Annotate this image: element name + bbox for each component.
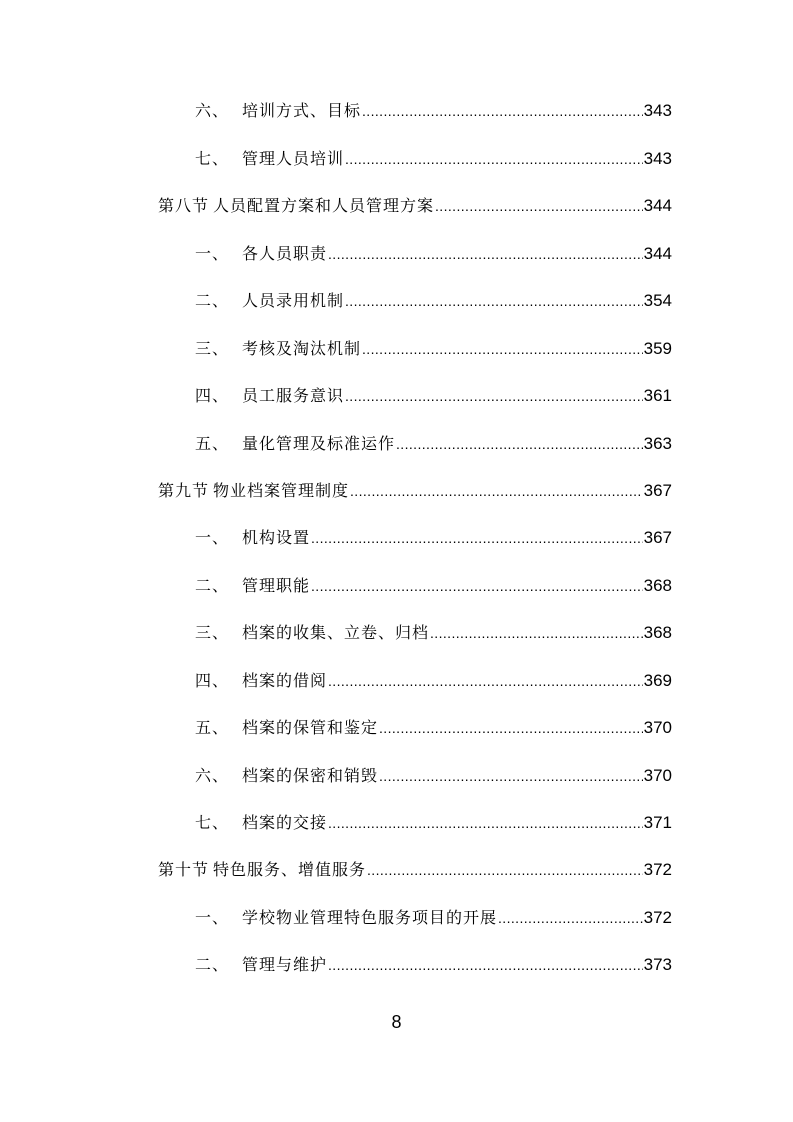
toc-entry-number: 七、 <box>195 813 230 832</box>
toc-entry-number: 三、 <box>195 623 230 642</box>
toc-entry-title: 档案的保密和销毁 <box>242 766 379 785</box>
toc-section-title: 特色服务、增值服务 <box>213 860 367 879</box>
toc-entry[interactable] <box>195 762 672 786</box>
dot-leader <box>328 671 643 691</box>
toc-entry-page: 363 <box>643 434 672 453</box>
toc-entry-number: 三、 <box>195 339 230 358</box>
page-number: 8 <box>391 1012 402 1032</box>
toc-entry-number: 四、 <box>195 671 230 690</box>
toc-entry[interactable] <box>195 667 672 691</box>
toc-section-number: 第八节 <box>158 196 210 215</box>
toc-entry[interactable] <box>195 619 672 643</box>
toc-entry-page: 344 <box>643 196 672 215</box>
toc-entry[interactable] <box>195 809 672 833</box>
toc-entry-page: 343 <box>643 101 672 120</box>
toc-entry-title: 考核及淘汰机制 <box>242 339 362 358</box>
dot-leader <box>350 481 643 501</box>
toc-entry-page: 368 <box>643 576 672 595</box>
toc-entry-page: 368 <box>643 623 672 642</box>
toc-entry-number: 二、 <box>195 291 230 310</box>
toc-entry-title: 档案的收集、立卷、归档 <box>242 623 430 642</box>
toc-section-entry[interactable] <box>158 477 672 501</box>
toc-entry-page: 369 <box>643 671 672 690</box>
toc-entry-number: 五、 <box>195 718 230 737</box>
dot-leader <box>430 623 643 643</box>
toc-entry-number: 一、 <box>195 528 230 547</box>
toc-entry-page: 354 <box>643 291 672 310</box>
toc-entry[interactable] <box>195 287 672 311</box>
dot-leader <box>362 339 643 359</box>
dot-leader <box>379 718 643 738</box>
dot-leader <box>435 196 643 216</box>
toc-entry-title: 机构设置 <box>242 528 311 547</box>
toc-entry-title: 培训方式、目标 <box>242 101 362 120</box>
toc-entry-number: 六、 <box>195 101 230 120</box>
toc-section-entry[interactable] <box>158 856 672 880</box>
dot-leader <box>498 908 643 928</box>
toc-entry-title: 管理与维护 <box>242 955 328 974</box>
toc-entry-title: 人员录用机制 <box>242 291 345 310</box>
toc-entry-page: 344 <box>643 244 672 263</box>
toc-entry[interactable] <box>195 951 672 975</box>
dot-leader <box>345 386 643 406</box>
toc-entry[interactable] <box>195 572 672 596</box>
dot-leader <box>328 244 643 264</box>
dot-leader <box>367 860 643 880</box>
toc-entry-number: 六、 <box>195 766 230 785</box>
toc-entry-number: 二、 <box>195 576 230 595</box>
toc-entry-number: 四、 <box>195 386 230 405</box>
toc-entry-page: 371 <box>643 813 672 832</box>
toc-section-number: 第十节 <box>158 860 210 879</box>
toc-entry[interactable] <box>195 524 672 548</box>
toc-entry-page: 367 <box>643 528 672 547</box>
toc-entry[interactable] <box>195 145 672 169</box>
toc-entry-title: 学校物业管理特色服务项目的开展 <box>242 908 498 927</box>
toc-entry-page: 367 <box>643 481 672 500</box>
toc-entry-page: 370 <box>643 718 672 737</box>
toc-entry-number: 七、 <box>195 149 230 168</box>
toc-entry-title: 管理职能 <box>242 576 311 595</box>
toc-entry-title: 各人员职责 <box>242 244 328 263</box>
toc-section-entry[interactable] <box>158 192 672 216</box>
toc-entry-title: 管理人员培训 <box>242 149 345 168</box>
dot-leader <box>311 576 643 596</box>
toc-entry-title: 档案的交接 <box>242 813 328 832</box>
toc-entry-page: 343 <box>643 149 672 168</box>
toc-entry-number: 二、 <box>195 955 230 974</box>
toc-section-title: 人员配置方案和人员管理方案 <box>213 196 435 215</box>
toc-entry-title: 档案的借阅 <box>242 671 328 690</box>
toc-entry-page: 372 <box>643 908 672 927</box>
toc-entry-number: 五、 <box>195 434 230 453</box>
toc-entry[interactable] <box>195 240 672 264</box>
toc-entry-page: 372 <box>643 860 672 879</box>
toc-entry-title: 量化管理及标准运作 <box>242 434 396 453</box>
toc-entry-title: 员工服务意识 <box>242 386 345 405</box>
toc-entry[interactable] <box>195 904 672 928</box>
toc-section-title: 物业档案管理制度 <box>213 481 350 500</box>
toc-entry[interactable] <box>195 714 672 738</box>
toc-entry-page: 373 <box>643 955 672 974</box>
toc-entry-number: 一、 <box>195 908 230 927</box>
dot-leader <box>379 766 643 786</box>
toc-entry[interactable] <box>195 335 672 359</box>
toc-entry-number: 一、 <box>195 244 230 263</box>
toc-section-number: 第九节 <box>158 481 210 500</box>
toc-entry[interactable] <box>195 430 672 454</box>
toc-entry[interactable] <box>195 97 672 121</box>
toc-entry-page: 361 <box>643 386 672 405</box>
toc-entry[interactable] <box>195 382 672 406</box>
dot-leader <box>362 101 643 121</box>
dot-leader <box>345 149 643 169</box>
dot-leader <box>311 528 643 548</box>
dot-leader <box>345 291 643 311</box>
dot-leader <box>328 813 643 833</box>
dot-leader <box>396 434 643 454</box>
toc-entry-page: 370 <box>643 766 672 785</box>
dot-leader <box>328 955 643 975</box>
toc-entry-title: 档案的保管和鉴定 <box>242 718 379 737</box>
toc-entry-page: 359 <box>643 339 672 358</box>
